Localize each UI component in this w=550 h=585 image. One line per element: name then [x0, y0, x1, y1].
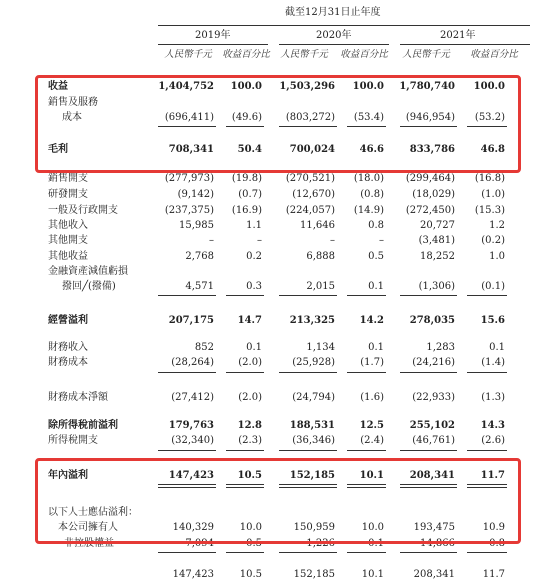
year-2021: 2021年 — [440, 30, 476, 41]
cell-revenue-5: 100.0 — [473, 81, 505, 92]
cell-other-exp-1: – — [257, 235, 262, 246]
rule-after-impair-2 — [279, 295, 337, 296]
cell-other-income-1: 1.1 — [246, 220, 262, 231]
rule-after-impair-5 — [467, 295, 507, 296]
cell-pretax-0: 179,763 — [168, 420, 214, 431]
cell-fin-income-5: 0.1 — [489, 342, 505, 353]
cell-fin-cost-2: (25,928) — [292, 357, 335, 368]
cell-revenue-1: 100.0 — [230, 81, 262, 92]
row-label-op-profit: 經營溢利 — [48, 315, 88, 326]
cell-pretax-3: 12.5 — [359, 420, 384, 431]
row-label-rnd: 研發開支 — [48, 189, 88, 200]
cell-nci-2: 1,226 — [306, 538, 335, 549]
unit-pct-2021: 收益百分比 — [470, 49, 518, 60]
cell-pretax-2: 188,531 — [289, 420, 335, 431]
cell-fin-net-1: (2.0) — [238, 392, 262, 403]
cell-selling-2: (270,521) — [285, 173, 335, 184]
cell-total-5: 11.7 — [482, 569, 505, 580]
cell-admin-5: (15.3) — [474, 205, 505, 216]
cell-owners-4: 193,475 — [413, 522, 455, 533]
cell-other-exp-2: – — [330, 235, 335, 246]
cell-impair-1: 0.3 — [246, 281, 262, 292]
cell-nci-5: 0.8 — [489, 538, 505, 549]
cell-other-gains-5: 1.0 — [489, 251, 505, 262]
year-rule-2019 — [158, 44, 268, 45]
row-label-cost-label: 銷售及服務 — [48, 97, 98, 108]
highlight-year-profit — [35, 458, 521, 544]
rule-after-fin-cost-5 — [467, 372, 507, 373]
cell-other-exp-5: (0.2) — [481, 235, 505, 246]
cell-other-income-4: 20,727 — [420, 220, 455, 231]
cell-revenue-2: 1,503,296 — [279, 81, 335, 92]
row-label-selling: 銷售開支 — [48, 173, 88, 184]
cell-fin-net-3: (1.6) — [360, 392, 384, 403]
cell-nci-1: 0.5 — [246, 538, 262, 549]
cell-total-3: 10.1 — [361, 569, 384, 580]
cell-fin-cost-4: (24,216) — [412, 357, 455, 368]
cell-op-profit-4: 278,035 — [409, 315, 455, 326]
unit-pct-2020: 收益百分比 — [340, 49, 388, 60]
cell-impair-2: 2,015 — [306, 281, 335, 292]
rule-after-fin-cost-1 — [226, 372, 264, 373]
row-label-owners: 本公司擁有人 — [58, 522, 118, 533]
year-2019: 2019年 — [195, 30, 231, 41]
unit-amount-2019: 人民幣千元 — [164, 49, 212, 60]
cell-total-2: 152,185 — [293, 569, 335, 580]
cell-owners-3: 10.0 — [361, 522, 384, 533]
cell-gross-profit-0: 708,341 — [168, 144, 214, 155]
highlight-revenue-gross-profit — [35, 75, 521, 173]
cell-other-income-2: 11,646 — [300, 220, 335, 231]
cell-other-gains-4: 18,252 — [420, 251, 455, 262]
cell-selling-5: (16.8) — [474, 173, 505, 184]
row-label-gross-profit: 毛利 — [48, 144, 68, 155]
cell-fin-cost-5: (1.4) — [481, 357, 505, 368]
cell-fin-net-2: (24,794) — [292, 392, 335, 403]
cell-other-income-3: 0.8 — [368, 220, 384, 231]
rule-after-nci-1 — [226, 552, 264, 553]
cell-impair-0: 4,571 — [185, 281, 214, 292]
cell-other-exp-4: (3,481) — [418, 235, 455, 246]
cell-gross-profit-2: 700,024 — [289, 144, 335, 155]
cell-revenue-4: 1,780,740 — [399, 81, 455, 92]
row-label-cost: 成本 — [62, 112, 82, 123]
row-label-other-income: 其他收入 — [48, 220, 88, 231]
rule-after-tax-0 — [158, 450, 216, 451]
cell-selling-1: (19.8) — [231, 173, 262, 184]
cell-nci-4: 14,866 — [420, 538, 455, 549]
cell-other-gains-1: 0.2 — [246, 251, 262, 262]
cell-total-4: 208,341 — [413, 569, 455, 580]
row-label-revenue: 收益 — [48, 81, 68, 92]
cell-year-profit-0: 147,423 — [168, 470, 214, 481]
cell-other-income-5: 1.2 — [489, 220, 505, 231]
cell-owners-2: 150,959 — [293, 522, 335, 533]
cell-gross-profit-4: 833,786 — [409, 144, 455, 155]
unit-pct-2019: 收益百分比 — [222, 49, 270, 60]
cell-op-profit-2: 213,325 — [289, 315, 335, 326]
row-label-attr-label: 以下人士應佔溢利： — [48, 507, 138, 518]
row-label-admin: 一般及行政開支 — [48, 205, 118, 216]
rule-after-nci-4 — [400, 552, 457, 553]
cell-year-profit-3: 10.1 — [359, 470, 384, 481]
cell-rnd-0: (9,142) — [177, 189, 214, 200]
cell-cost-1: (49.6) — [231, 112, 262, 123]
cell-impair-4: (1,306) — [418, 281, 455, 292]
rule-after-tax-1 — [226, 450, 264, 451]
cell-year-profit-1: 10.5 — [237, 470, 262, 481]
rule-after-tax-2 — [279, 450, 337, 451]
cell-cost-2: (803,272) — [285, 112, 335, 123]
cell-admin-4: (272,450) — [405, 205, 455, 216]
cell-op-profit-3: 14.2 — [359, 315, 384, 326]
rule-after-impair-0 — [158, 295, 216, 296]
rule-after-impair-4 — [400, 295, 457, 296]
period-header: 截至12月31日止年度 — [285, 7, 381, 18]
cell-nci-3: 0.1 — [368, 538, 384, 549]
cell-tax-3: (2.4) — [360, 435, 384, 446]
cell-tax-5: (2.6) — [481, 435, 505, 446]
cell-op-profit-0: 207,175 — [168, 315, 214, 326]
cell-year-profit-4: 208,341 — [409, 470, 455, 481]
cell-fin-net-0: (27,412) — [171, 392, 214, 403]
row-label-nci: 非控股權益 — [64, 538, 114, 549]
rule-after-nci-5 — [467, 552, 507, 553]
cell-admin-3: (14.9) — [353, 205, 384, 216]
cell-selling-4: (299,464) — [405, 173, 455, 184]
cell-total-1: 10.5 — [239, 569, 262, 580]
cell-cost-5: (53.2) — [474, 112, 505, 123]
year-2020: 2020年 — [316, 30, 352, 41]
cell-revenue-3: 100.0 — [352, 81, 384, 92]
cell-fin-net-4: (22,933) — [412, 392, 455, 403]
rule-after-nci-0 — [158, 552, 216, 553]
row-label-year-profit: 年內溢利 — [48, 470, 88, 481]
row-label-impair: 撥回╱(撥備) — [62, 281, 116, 292]
cell-rnd-2: (12,670) — [292, 189, 335, 200]
rule-after-impair-1 — [226, 295, 264, 296]
cell-cost-3: (53.4) — [353, 112, 384, 123]
row-label-other-gains: 其他收益 — [48, 251, 88, 262]
row-label-tax: 所得稅開支 — [48, 435, 98, 446]
cell-other-exp-0: – — [209, 235, 214, 246]
rule-after-fin-cost-0 — [158, 372, 216, 373]
year-rule-2020 — [279, 44, 389, 45]
rule-after-fin-cost-3 — [347, 372, 386, 373]
cell-impair-3: 0.1 — [368, 281, 384, 292]
cell-op-profit-1: 14.7 — [237, 315, 262, 326]
year-rule-2021 — [400, 44, 530, 45]
rule-after-fin-cost-2 — [279, 372, 337, 373]
cell-year-profit-2: 152,185 — [289, 470, 335, 481]
unit-amount-2020: 人民幣千元 — [280, 49, 328, 60]
cell-rnd-5: (1.0) — [481, 189, 505, 200]
row-label-fin-cost: 財務成本 — [48, 357, 88, 368]
cell-admin-2: (224,057) — [285, 205, 335, 216]
header-rule — [158, 25, 530, 26]
cell-gross-profit-3: 46.6 — [359, 144, 384, 155]
cell-nci-0: 7,094 — [185, 538, 214, 549]
cell-admin-0: (237,375) — [164, 205, 214, 216]
cell-cost-4: (946,954) — [405, 112, 455, 123]
cell-pretax-5: 14.3 — [480, 420, 505, 431]
cell-cost-0: (696,411) — [164, 112, 214, 123]
rule-after-tax-3 — [347, 450, 386, 451]
cell-rnd-3: (0.8) — [360, 189, 384, 200]
cell-other-exp-3: – — [379, 235, 384, 246]
cell-other-income-0: 15,985 — [179, 220, 214, 231]
cell-admin-1: (16.9) — [231, 205, 262, 216]
row-label-other-exp: 其他開支 — [48, 235, 88, 246]
cell-fin-cost-1: (2.0) — [238, 357, 262, 368]
cell-other-gains-0: 2,768 — [185, 251, 214, 262]
cell-revenue-0: 1,404,752 — [158, 81, 214, 92]
cell-rnd-1: (0.7) — [238, 189, 262, 200]
cell-selling-3: (18.0) — [353, 173, 384, 184]
cell-tax-4: (46,761) — [412, 435, 455, 446]
cell-fin-income-2: 1,134 — [306, 342, 335, 353]
cell-impair-5: (0.1) — [481, 281, 505, 292]
rule-after-impair-3 — [347, 295, 386, 296]
cell-selling-0: (277,973) — [164, 173, 214, 184]
cell-total-0: 147,423 — [172, 569, 214, 580]
row-label-pretax: 除所得稅前溢利 — [48, 420, 118, 431]
cell-fin-income-4: 1,283 — [426, 342, 455, 353]
cell-fin-income-0: 852 — [194, 342, 214, 353]
cell-other-gains-2: 6,888 — [306, 251, 335, 262]
cell-rnd-4: (18,029) — [412, 189, 455, 200]
cell-tax-2: (36,346) — [292, 435, 335, 446]
cell-owners-0: 140,329 — [172, 522, 214, 533]
rule-after-nci-2 — [279, 552, 337, 553]
rule-after-nci-3 — [347, 552, 386, 553]
cell-year-profit-5: 11.7 — [480, 470, 505, 481]
cell-pretax-4: 255,102 — [409, 420, 455, 431]
cell-owners-1: 10.0 — [239, 522, 262, 533]
row-label-fin-income: 財務收入 — [48, 342, 88, 353]
row-label-impair-label: 金融資產減值虧損 — [48, 266, 128, 277]
cell-fin-net-5: (1.3) — [481, 392, 505, 403]
cell-fin-cost-0: (28,264) — [171, 357, 214, 368]
cell-other-gains-3: 0.5 — [368, 251, 384, 262]
cell-pretax-1: 12.8 — [237, 420, 262, 431]
rule-after-tax-5 — [467, 450, 507, 451]
rule-after-fin-cost-4 — [400, 372, 457, 373]
cell-fin-income-1: 0.1 — [246, 342, 262, 353]
rule-after-tax-4 — [400, 450, 457, 451]
unit-amount-2021: 人民幣千元 — [402, 49, 450, 60]
cell-owners-5: 10.9 — [482, 522, 505, 533]
cell-op-profit-5: 15.6 — [480, 315, 505, 326]
row-label-fin-net: 財務成本淨額 — [48, 392, 108, 403]
cell-gross-profit-1: 50.4 — [237, 144, 262, 155]
cell-fin-income-3: 0.1 — [368, 342, 384, 353]
cell-tax-1: (2.3) — [238, 435, 262, 446]
cell-fin-cost-3: (1.7) — [360, 357, 384, 368]
cell-gross-profit-5: 46.8 — [480, 144, 505, 155]
cell-tax-0: (32,340) — [171, 435, 214, 446]
